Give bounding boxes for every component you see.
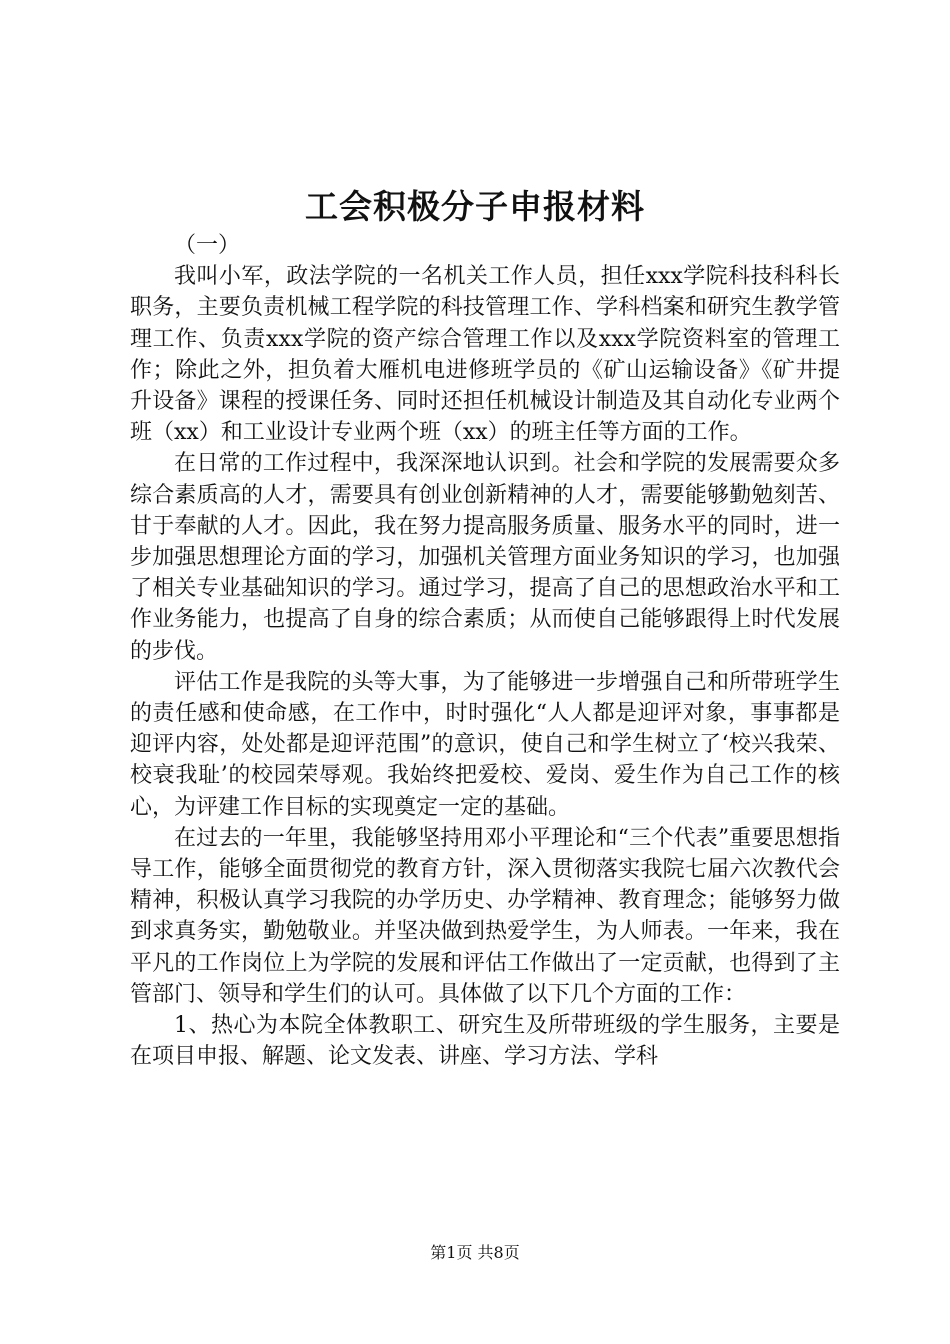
page-footer: 第1页 共8页 [430, 1243, 520, 1262]
paragraph-item-1: 1、热心为本院全体教职工、研究生及所带班级的学生服务，主要是在项目申报、解题、论文发表、讲座、学习方法、学科 [130, 1013, 840, 1070]
document-title: 工会积极分子申报材料 [305, 187, 645, 226]
paragraph-past-year: 在过去的一年里，我能够坚持用邓小平理论和“三个代表”重要思想指导工作，能够全面贯彻党的教育方针，深入贯彻落实我院七届六次教代会精神，积极认真学习我院的办学历史、办学精神、教育理念；能够努力做到求真务实，勤勉敬业。并坚决做到热爱学生，为人师表。一年来，我在平凡的工作岗位上为学院的发展和评估工作做出了一定贡献，也得到了主管部门、领导和学生们的认可。具体做了以下几个方面的工作： [130, 825, 840, 1007]
document-body [130, 230, 840, 1072]
paragraph-learning: 在日常的工作过程中，我深深地认识到。社会和学院的发展需要众多综合素质高的人才，需要具有创业创新精神的人才，需要能够勤勉刻苦、甘于奉献的人才。因此，我在努力提高服务质量、服务水平的同时，进一步加强思想理论方面的学习，加强机关管理方面业务知识的学习，也加强了相关专业基础知识的学习。通过学习，提高了自己的思想政治水平和工作业务能力，也提高了自身的综合素质；从而使自己能够跟得上时代发展的步伐。 [130, 451, 840, 664]
paragraph-evaluation: 评估工作是我院的头等大事，为了能够进一步增强自己和所带班学生的责任感和使命感，在工作中，时时强化“人人都是迎评对象，事事都是迎评内容，处处都是迎评范围”的意识，使自己和学生树立了‘校兴我荣、校衰我耻’的校园荣辱观。我始终把爱校、爱岗、爱生作为自己工作的核心，为评建工作目标的实现奠定一定的基础。 [130, 669, 840, 820]
section-number: （一） [174, 233, 241, 258]
paragraph-intro: 我叫小军，政法学院的一名机关工作人员，担任xxx学院科技科科长职务，主要负责机械工程学院的科技管理工作、学科档案和研究生教学管理工作、负责xxx学院的资产综合管理工作以及xxx学院资料室的管理工作；除此之外，担负着大雁机电进修班学员的《矿山运输设备》《矿井提升设备》课程的授课任务、同时还担任机械设计制造及其自动化专业两个班（xx）和工业设计专业两个班（xx）的班主任等方面的工作。 [130, 264, 840, 446]
